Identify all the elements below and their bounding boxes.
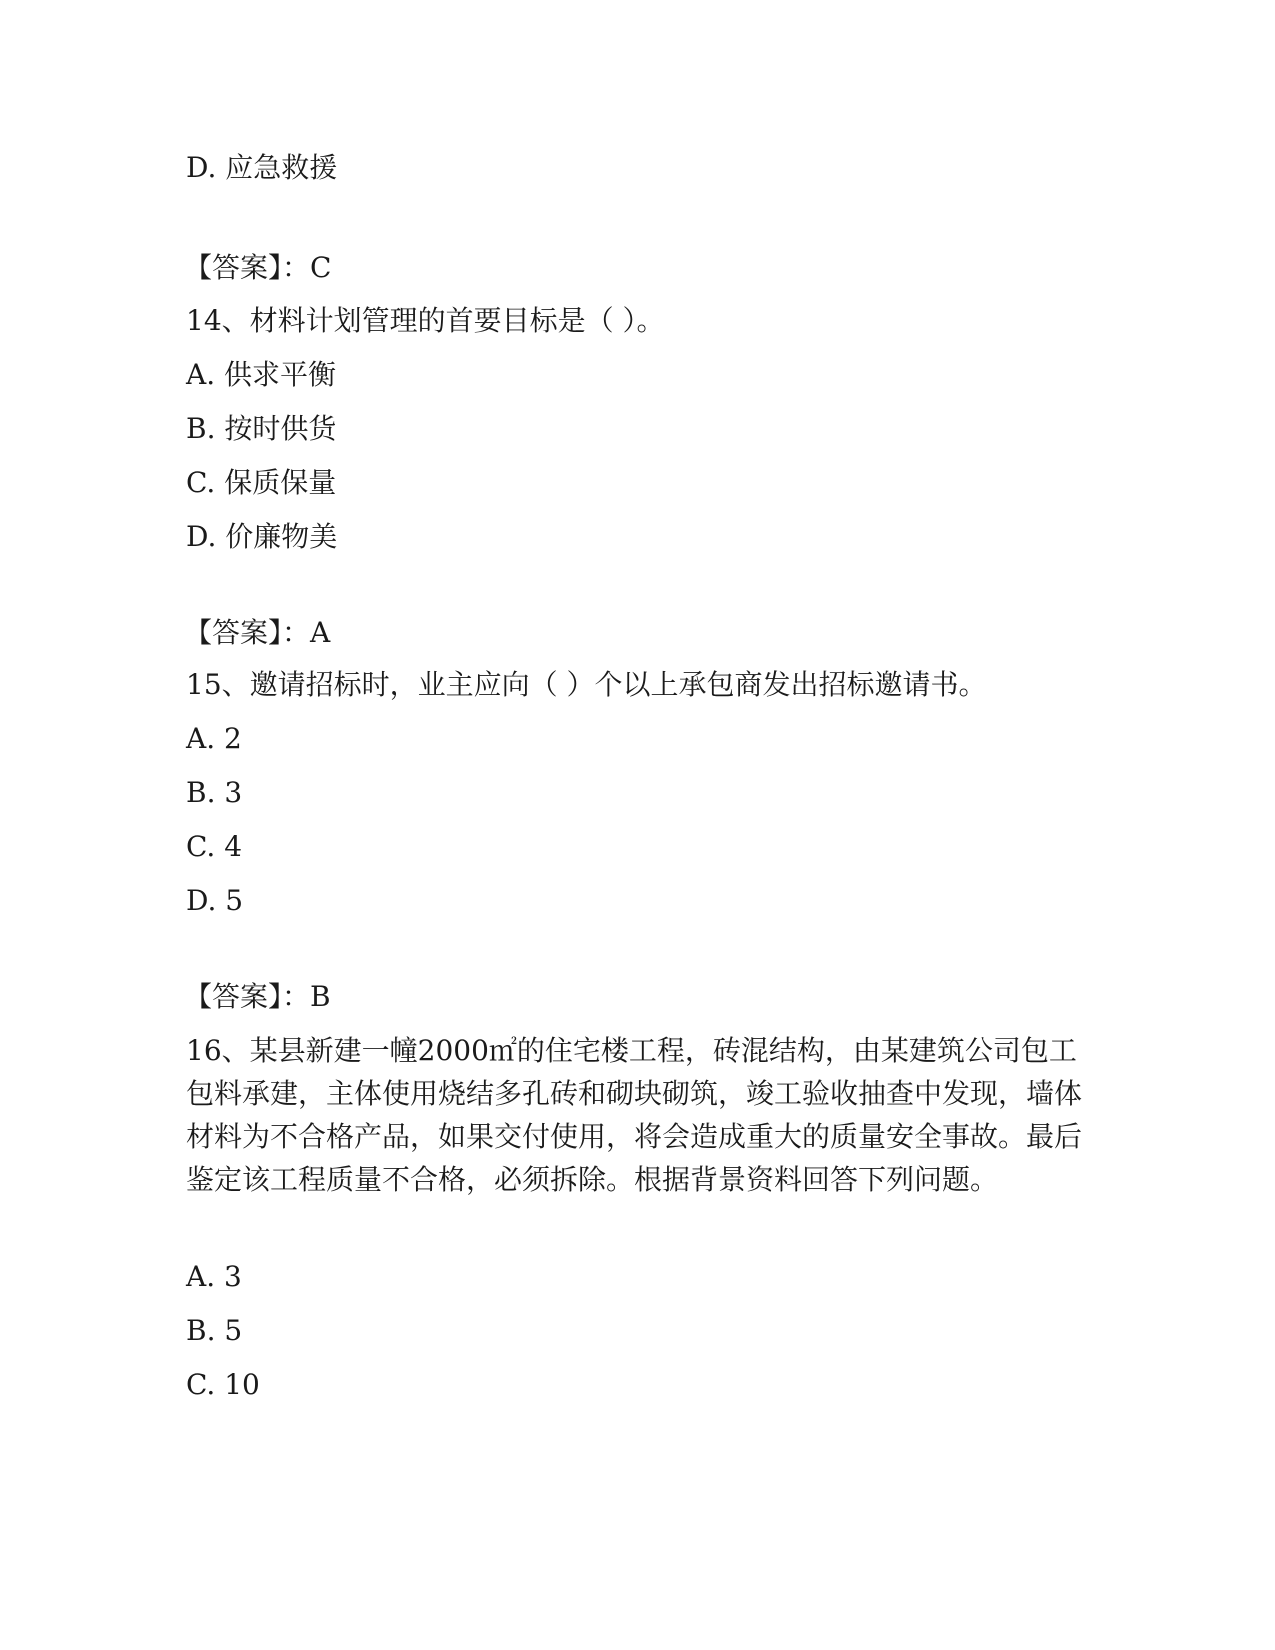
q13-answer: 【答案】：C: [184, 251, 332, 284]
q16-option-c: C. 10: [186, 1368, 260, 1401]
q14-stem: 14、材料计划管理的首要目标是（ ）。: [186, 304, 665, 337]
q15-option-b: B. 3: [186, 776, 243, 809]
q16-option-b: B. 5: [186, 1314, 243, 1347]
q13-option-d: D. 应急救援: [186, 151, 338, 184]
q15-stem: 15、邀请招标时，业主应向（ ）个以上承包商发出招标邀请书。: [186, 668, 987, 701]
q16-option-a: A. 3: [186, 1260, 242, 1293]
q15-option-a: A. 2: [186, 722, 242, 755]
q14-option-a: A. 供求平衡: [186, 358, 337, 391]
q15-answer: 【答案】：B: [184, 980, 331, 1013]
q14-option-d: D. 价廉物美: [186, 520, 338, 553]
q14-option-c: C. 保质保量: [186, 466, 337, 499]
q14-option-b: B. 按时供货: [186, 412, 337, 445]
q15-option-c: C. 4: [186, 830, 243, 863]
q16-stem: 16、某县新建一幢2000㎡的住宅楼工程，砖混结构，由某建筑公司包工包料承建，主体使用烧结多孔砖和砌块砌筑，竣工验收抽查中发现，墙体材料为不合格产品，如果交付使用，将会造成重大的质量安全事故。最后鉴定该工程质量不合格，必须拆除。根据背景资料回答下列问题。: [186, 1034, 1083, 1196]
q14-answer: 【答案】：A: [184, 616, 331, 649]
q15-option-d: D. 5: [186, 884, 244, 917]
